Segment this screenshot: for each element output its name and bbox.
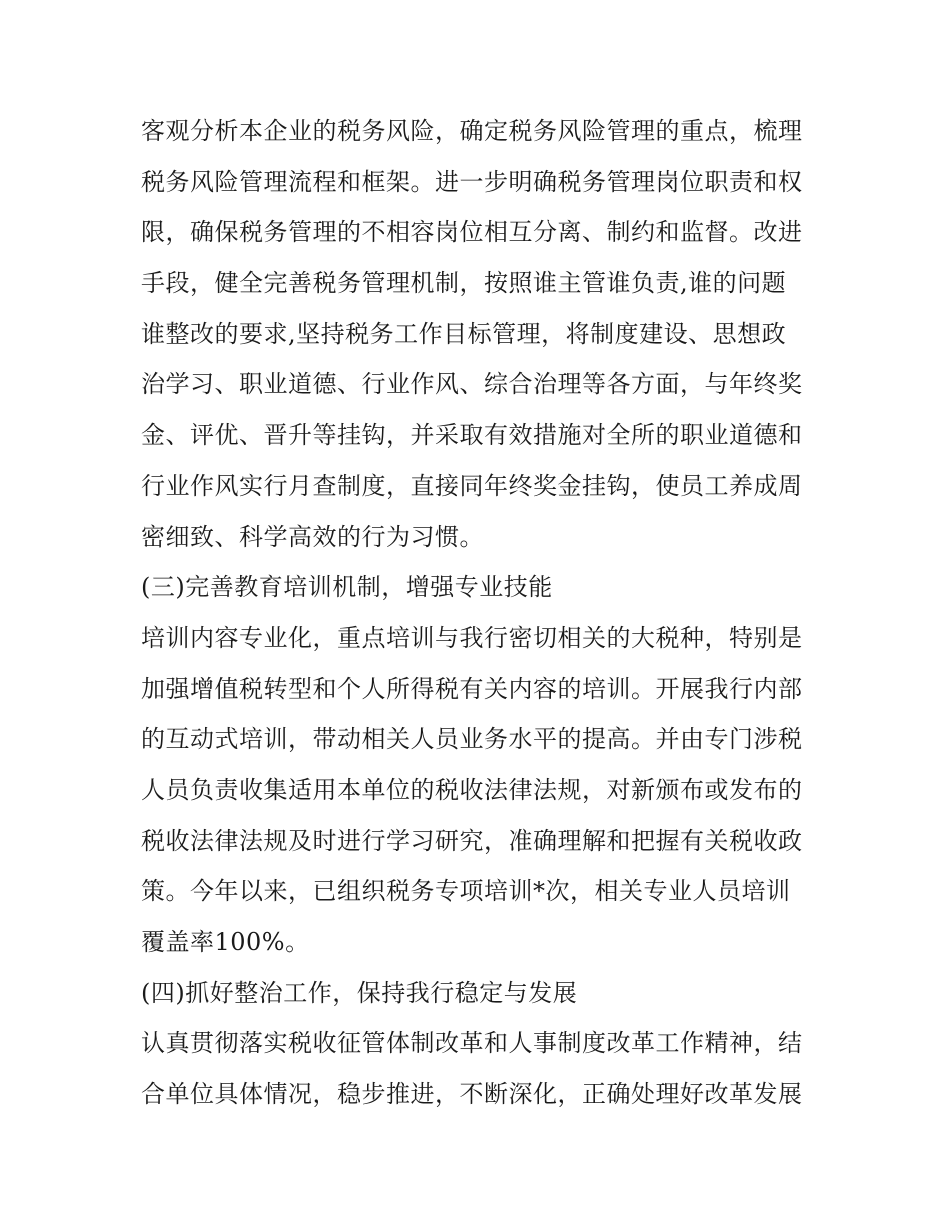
text-line: 行业作风实行月查制度，直接同年终奖金挂钩，使员工养成周 [141,471,803,500]
document-body [141,106,813,1120]
text-line: 人员负责收集适用本单位的税收法律法规，对新颁布或发布的 [141,775,803,804]
text-line: 税收法律法规及时进行学习研究，准确理解和把握有关税收政 [141,826,803,855]
text-line: 策。今年以来，已组织税务专项培训*次，相关专业人员培训 [141,877,791,906]
section-heading-3: (三)完善教育培训机制，增强专业技能 [141,573,553,602]
text-line: 合单位具体情况，稳步推进，不断深化，正确处理好改革发展 [141,1080,803,1109]
text-line: 覆盖率100%。 [141,928,310,956]
text-line: 认真贯彻落实税收征管体制改革和人事制度改革工作精神，结 [141,1029,803,1058]
text-line: 手段，健全完善税务管理机制，按照谁主管谁负责,谁的问题 [141,269,787,298]
text-line: 密细致、科学高效的行为习惯。 [141,522,484,551]
text-line: 治学习、职业道德、行业作风、综合治理等各方面，与年终奖 [141,370,803,399]
text-line: 税务风险管理流程和框架。进一步明确税务管理岗位职责和权 [141,167,803,196]
text-line: 谁整改的要求,坚持税务工作目标管理，将制度建设、思想政 [141,319,787,348]
text-line: 的互动式培训，带动相关人员业务水平的提高。并由专门涉税 [141,725,803,754]
text-line: 培训内容专业化，重点培训与我行密切相关的大税种，特别是 [141,623,803,652]
text-line: 限，确保税务管理的不相容岗位相互分离、制约和监督。改进 [141,218,803,247]
text-line: 客观分析本企业的税务风险，确定税务风险管理的重点，梳理 [141,117,803,145]
text-line: 加强增值税转型和个人所得税有关内容的培训。开展我行内部 [141,674,803,703]
section-heading-4: (四)抓好整治工作，保持我行稳定与发展 [141,978,578,1007]
text-line: 金、评优、晋升等挂钩，并采取有效措施对全所的职业道德和 [141,421,803,450]
